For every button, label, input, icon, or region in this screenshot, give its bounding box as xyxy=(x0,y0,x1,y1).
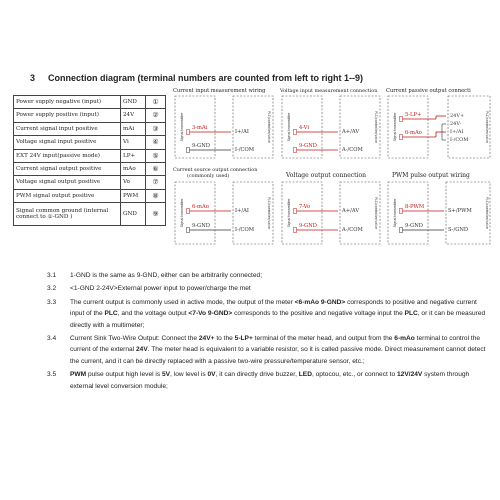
meter-label: Signal transmitter xyxy=(287,198,291,228)
wiring-svg xyxy=(173,180,275,250)
diagram-title: Voltage input measurement connection xyxy=(280,88,378,94)
note-emphasis: 5V xyxy=(162,371,171,379)
port-label: I+/AI xyxy=(450,129,464,135)
note-item xyxy=(47,333,487,367)
device-label: PLC/controller/valve xyxy=(485,197,489,229)
note-text: system through external level conversion module; xyxy=(70,371,470,390)
note-emphasis: <6-mAo 9-GND> xyxy=(294,298,346,306)
note-emphasis: <7-Vo 9-GND> xyxy=(188,310,233,318)
terminal-number: ④ xyxy=(146,136,166,149)
note-text: The current output is commonly used in active mode, the output of the meter xyxy=(70,298,295,306)
wire-label: 6-mAo xyxy=(192,204,209,210)
port-label: 24V- xyxy=(450,121,462,127)
note-text: , or it can be measured directly with a multimeter; xyxy=(70,310,486,329)
device-label: PLC/controller/valve xyxy=(267,111,271,143)
terminal-label: Vi xyxy=(121,136,146,149)
terminal-number: ① xyxy=(146,96,166,109)
note-text: corresponds to positive and negative current input of the xyxy=(70,298,477,318)
note-text: , low level is xyxy=(170,371,208,379)
terminal-label: 24V xyxy=(121,109,146,122)
wire-label: 7-Vo xyxy=(299,204,311,210)
note-text: Current Sink Two-Wire Output: Connect the xyxy=(70,335,199,343)
voltage-output-diagram xyxy=(280,167,382,249)
terminal-number: ⑥ xyxy=(146,162,166,175)
port-label: S-/GND xyxy=(448,227,469,233)
meter-label: Signal transmitter xyxy=(180,198,184,228)
wiring-svg xyxy=(173,94,275,164)
wire-label: 9-GND xyxy=(192,223,210,229)
port-label: S+/PWM xyxy=(448,208,472,214)
current-source-output-diagram xyxy=(173,167,275,249)
wire-label: 3-mAi xyxy=(192,125,208,131)
note-emphasis: 0V xyxy=(207,371,216,379)
meter-label: Signal transmitter xyxy=(393,112,397,142)
table-row xyxy=(14,162,166,175)
terminal-name: PWM signal output positive xyxy=(14,189,121,202)
section-number: 3 xyxy=(30,73,36,83)
note-text: <1-GND 2-24V>External power input to power/charge the met xyxy=(70,285,251,293)
terminal-name: Voltage signal input positive xyxy=(14,136,121,149)
terminal-label: LP+ xyxy=(121,149,146,162)
note-text: , and the voltage output xyxy=(117,310,189,318)
diagram-title: Current passive output connecti xyxy=(386,88,471,94)
terminal-label: GND xyxy=(121,96,146,109)
voltage-input-diagram xyxy=(280,87,382,163)
table-row xyxy=(14,136,166,149)
terminal-name: Signal common ground (internal connect to ①-GND ) xyxy=(14,203,121,226)
table-row xyxy=(14,203,166,226)
terminal-name: Power supply negative (input) xyxy=(14,96,121,109)
terminal-label: PWM xyxy=(121,189,146,202)
current-passive-output-diagram xyxy=(386,87,494,163)
note-emphasis: PLC xyxy=(104,310,118,318)
note-text: . The meter head is equivalent to a variable resistor, so it is called passive mode. Direct measurement cannot detect the current, and it can be directly replaced with a passive two-wire pressure/temperature sensor, etc.; xyxy=(70,346,486,365)
terminal-number: ⑤ xyxy=(146,149,166,162)
diagram-title: Current source output connection xyxy=(173,167,258,173)
note-text: terminal to control the current of the external xyxy=(70,335,481,354)
terminal-name: EXT 24V input(passive mode) xyxy=(14,149,121,162)
note-number: 3.5 xyxy=(47,371,57,379)
wiring-svg xyxy=(386,180,494,250)
port-label: I-/COM xyxy=(235,147,255,153)
note-emphasis: 12V/24V xyxy=(397,371,423,379)
table-row xyxy=(14,149,166,162)
diagram-subtitle: (commonly used) xyxy=(187,173,230,179)
note-number: 3.4 xyxy=(47,335,57,343)
terminal-name: Voltage signal output positive xyxy=(14,176,121,189)
note-text: , optocou, etc., or connect to xyxy=(311,371,397,379)
wire-label: 9-GND xyxy=(192,143,210,149)
note-text: terminal of the meter head, and output from the xyxy=(252,335,395,343)
note-emphasis: LED xyxy=(298,371,312,379)
note-text: pulse output high level is xyxy=(86,371,163,379)
terminal-label: GND xyxy=(121,203,146,226)
terminal-number: ⑧ xyxy=(146,189,166,202)
note-emphasis: 5-LP+ xyxy=(234,335,253,343)
wiring-svg xyxy=(280,180,382,250)
terminal-name: Current signal output positive xyxy=(14,162,121,175)
meter-label: Signal transmitter xyxy=(180,112,184,142)
terminal-number: ③ xyxy=(146,122,166,135)
port-label: A+/AV xyxy=(342,129,360,135)
terminal-label: mAi xyxy=(121,122,146,135)
note-text: 1-GND is the same as 9-GND, either can be arbitrarily connected; xyxy=(70,272,263,279)
note-number: 3.2 xyxy=(47,285,57,293)
pwm-output-diagram xyxy=(386,167,494,249)
terminal-label: mAo xyxy=(121,162,146,175)
note-item xyxy=(47,283,487,294)
diagram-title: Voltage output connection xyxy=(286,172,366,179)
wire-label: 9-GND xyxy=(299,143,317,149)
port-label: I-/COM xyxy=(450,137,469,143)
note-item xyxy=(47,297,487,331)
table-row xyxy=(14,122,166,135)
diagram-title: PWM pulse output wiring xyxy=(392,172,470,179)
device-label: PLC/controller/valve xyxy=(267,197,271,229)
note-emphasis: PLC xyxy=(404,310,418,318)
terminal-name: Current signal input positive xyxy=(14,122,121,135)
notes-list xyxy=(47,270,487,392)
table-row xyxy=(14,189,166,202)
port-label: I-/COM xyxy=(235,227,255,233)
table-row xyxy=(14,96,166,109)
diagram-title: Current input measurement wiring xyxy=(173,88,266,94)
section-heading xyxy=(30,73,363,83)
note-emphasis: 6-mAo xyxy=(394,335,415,343)
port-label: I+/AI xyxy=(235,208,249,214)
terminal-number: ⑨ xyxy=(146,203,166,226)
meter-label: Signal transmitter xyxy=(393,198,397,228)
terminal-name: Power supply positive (input) xyxy=(14,109,121,122)
wire-label: 8-PWM xyxy=(405,204,425,210)
port-label: A-/COM xyxy=(342,147,363,153)
device-label: PLC/controller/valve xyxy=(485,111,489,143)
meter-label: Signal transmitter xyxy=(287,112,291,142)
terminal-table xyxy=(13,95,166,226)
note-number: 3.1 xyxy=(47,272,57,279)
note-text: corresponds to the positive and negative voltage input the xyxy=(232,310,405,318)
port-label: I+/AI xyxy=(235,129,249,135)
note-text: to the xyxy=(214,335,235,343)
terminal-label: Vo xyxy=(121,176,146,189)
terminal-number: ⑦ xyxy=(146,176,166,189)
port-label: A+/AV xyxy=(342,208,360,214)
port-label: A-/COM xyxy=(342,227,363,233)
note-emphasis: PWM xyxy=(70,371,87,379)
port-label: 24V+ xyxy=(450,113,465,119)
note-text: , it can directly drive buzzer, xyxy=(215,371,299,379)
wire-label: 9-GND xyxy=(299,223,317,229)
wire-label: 5-LP+ xyxy=(405,112,422,118)
section-title: Connection diagram (terminal numbers are counted from left to right 1--9) xyxy=(48,73,364,83)
device-label: PLC/controller/valve xyxy=(374,111,378,143)
table-row xyxy=(14,109,166,122)
note-item xyxy=(47,270,487,281)
terminal-number: ② xyxy=(146,109,166,122)
wire-label: 6-mAo xyxy=(405,130,422,136)
wiring-svg xyxy=(386,94,494,164)
note-item xyxy=(47,369,487,392)
note-number: 3.3 xyxy=(47,298,57,306)
device-label: PLC/controller/valve xyxy=(374,197,378,229)
current-input-diagram xyxy=(173,87,275,163)
table-row xyxy=(14,176,166,189)
note-emphasis: 24V+ xyxy=(198,335,215,343)
note-emphasis: 24V xyxy=(135,346,148,354)
wire-label: 9-GND xyxy=(405,223,423,229)
wire-label: 4-Vi xyxy=(299,125,309,131)
wiring-svg xyxy=(280,94,382,164)
